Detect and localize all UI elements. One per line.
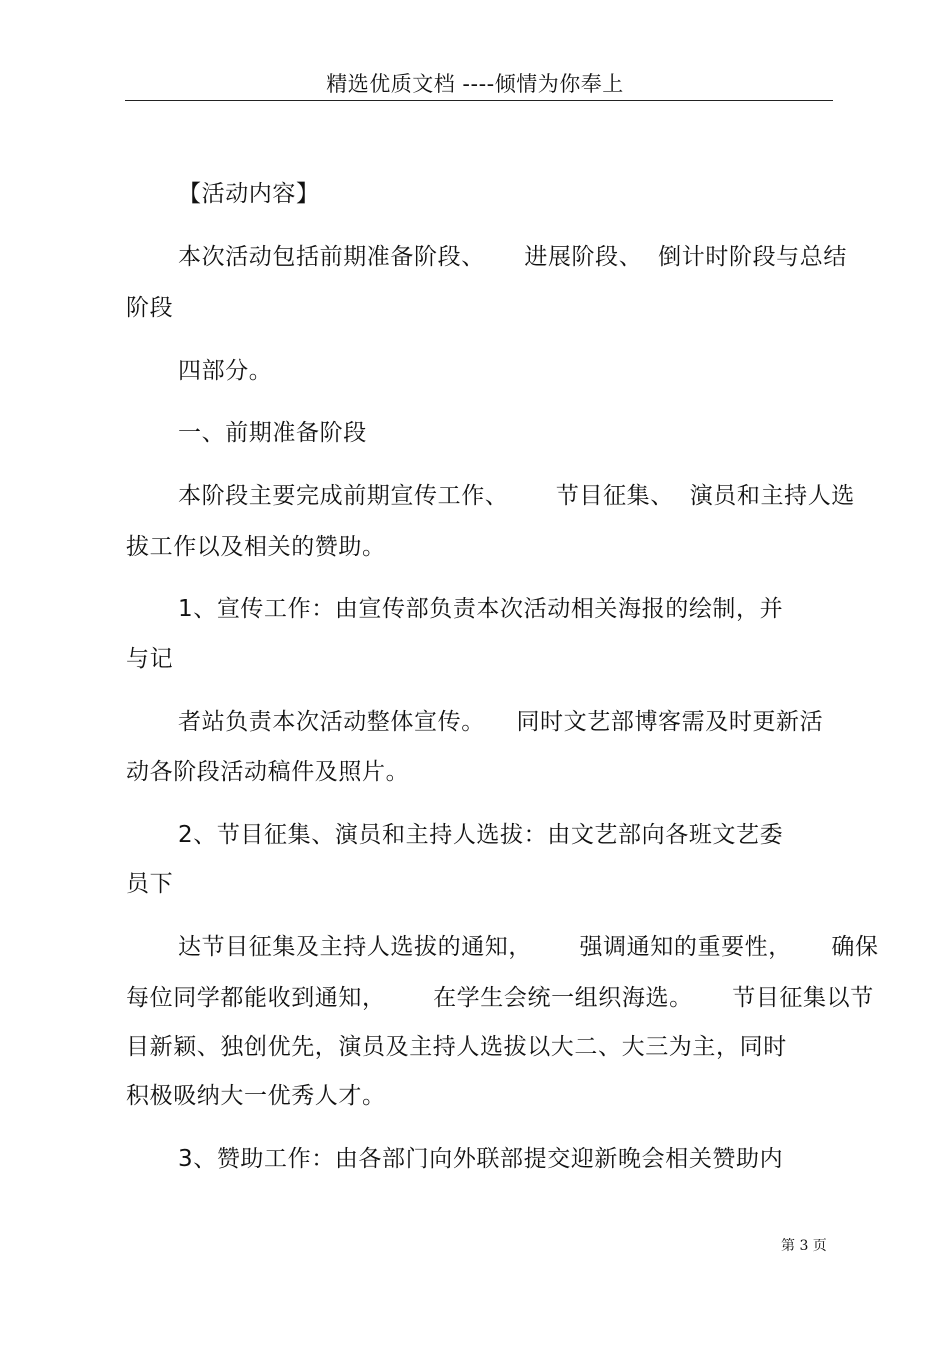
paragraph-line: 四部分。 xyxy=(178,358,273,384)
paragraph-line: 积极吸纳大一优秀人才。 xyxy=(126,1083,386,1109)
paragraph-line: 3、赞助工作：由各部门向外联部提交迎新晚会相关赞助内 xyxy=(178,1146,784,1172)
paragraph-line: 阶段 xyxy=(126,295,174,321)
subsection-heading: 一、前期准备阶段 xyxy=(178,420,367,446)
page-number: 第 3 页 xyxy=(781,1238,827,1254)
paragraph-line: 者站负责本次活动整体宣传。 同时文艺部博客需及时更新活 xyxy=(178,709,824,735)
paragraph-line: 目新颖、独创优先，演员及主持人选拔以大二、大三为主，同时 xyxy=(126,1034,787,1060)
paragraph-line: 1、宣传工作：由宣传部负责本次活动相关海报的绘制，并 xyxy=(178,596,784,622)
paragraph-line: 本阶段主要完成前期宣传工作、 节目征集、 演员和主持人选 xyxy=(178,483,855,509)
paragraph-line: 员下 xyxy=(126,871,174,897)
paragraph-line: 达节目征集及主持人选拔的通知， 强调通知的重要性， 确保 xyxy=(178,934,879,960)
page-header: 精选优质文档 ----倾情为你奉上 xyxy=(326,72,624,96)
section-heading: 【活动内容】 xyxy=(178,181,320,207)
paragraph-line: 与记 xyxy=(126,646,174,672)
paragraph-line: 本次活动包括前期准备阶段、 进展阶段、 倒计时阶段与总结 xyxy=(178,244,847,270)
paragraph-line: 动各阶段活动稿件及照片。 xyxy=(126,759,410,785)
paragraph-line: 每位同学都能收到通知， 在学生会统一组织海选。 节目征集以节 xyxy=(126,985,874,1011)
header-divider xyxy=(125,100,833,101)
paragraph-line: 拔工作以及相关的赞助。 xyxy=(126,534,386,560)
paragraph-line: 2、节目征集、演员和主持人选拔：由文艺部向各班文艺委 xyxy=(178,822,784,848)
